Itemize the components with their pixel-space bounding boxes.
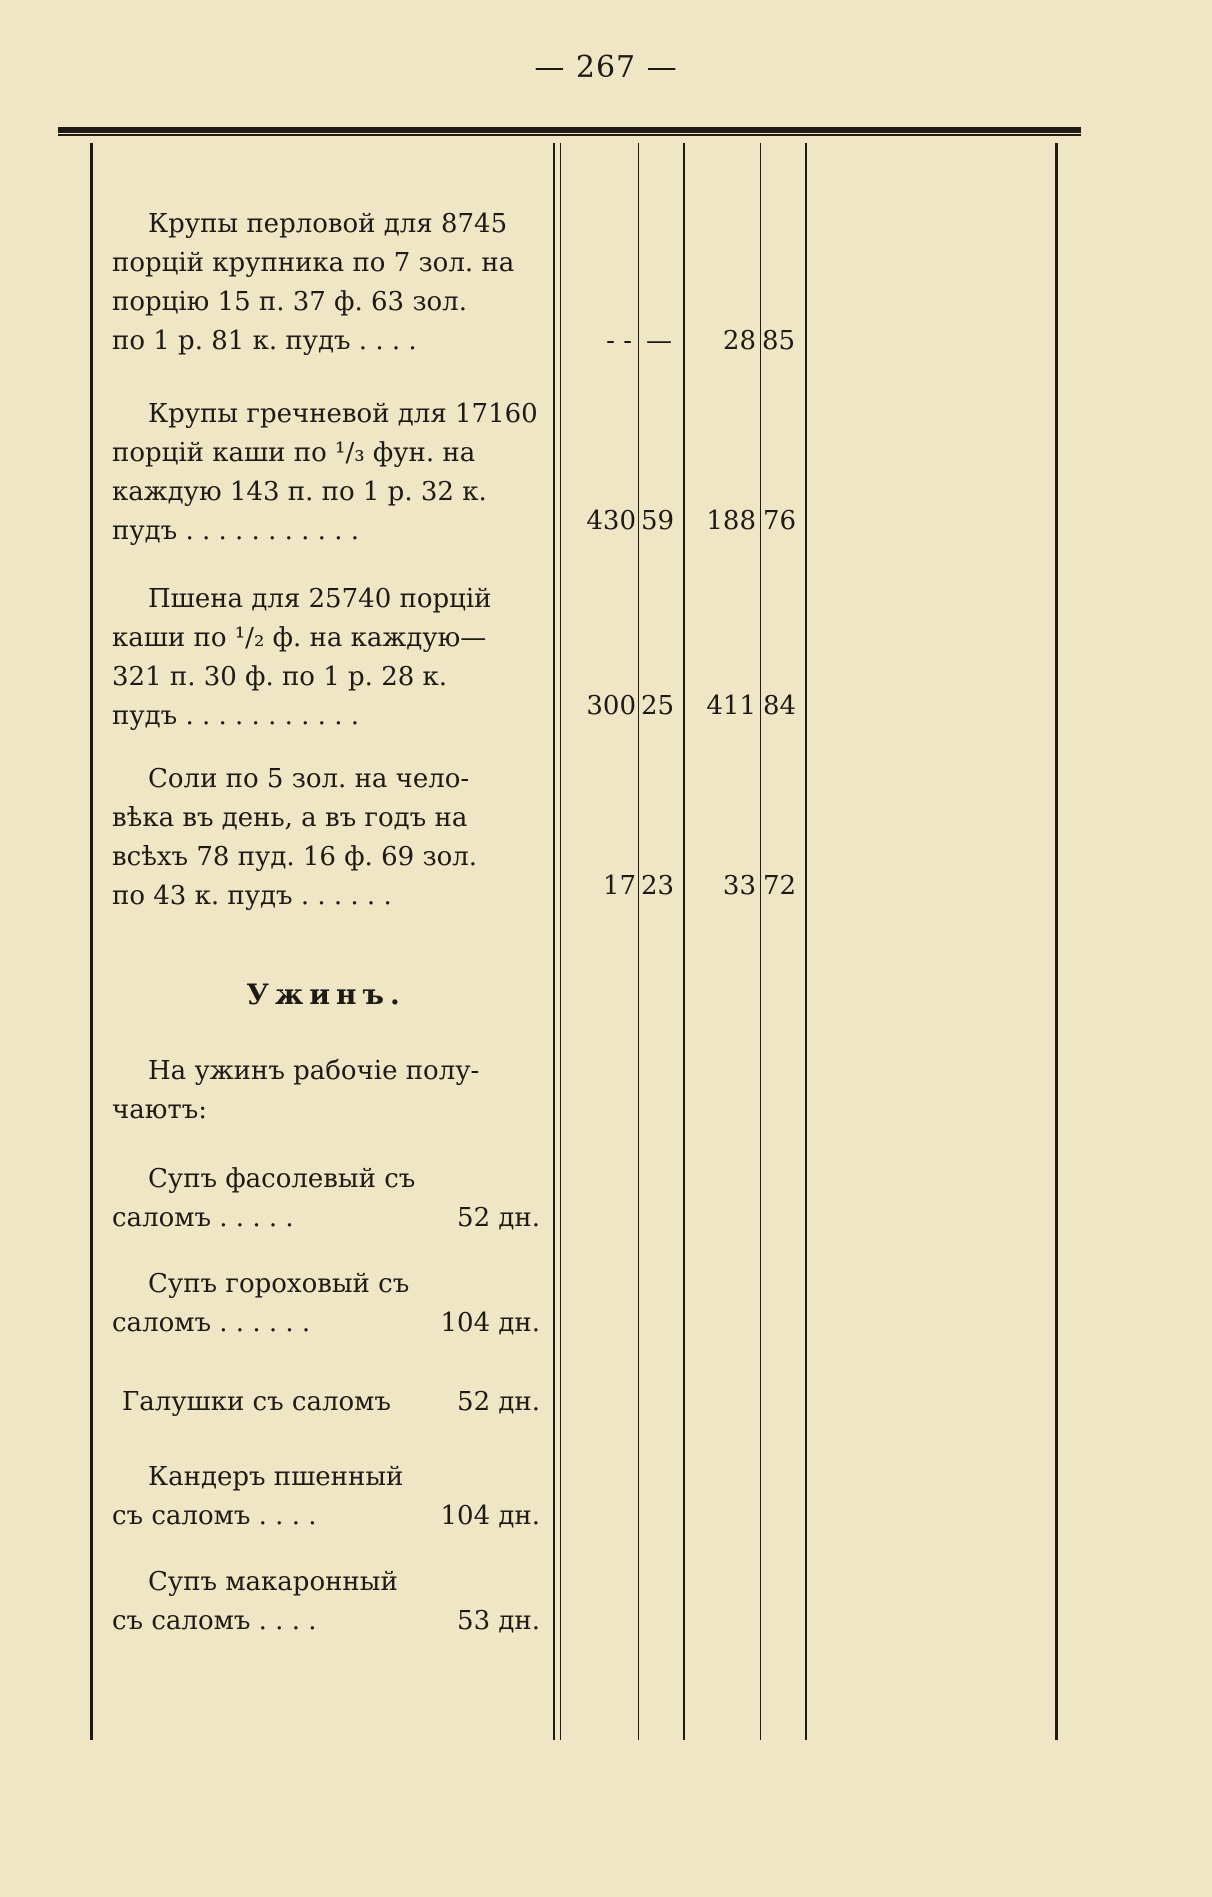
entry-barley-col2-kop: 85 (762, 326, 796, 356)
entry-line: порцію 15 п. 37 ф. 63 зол. (112, 287, 467, 317)
entry-line: На ужинъ рабочіе полу- (148, 1056, 480, 1086)
supper-item-millet-kander (112, 1458, 540, 1536)
entry-line: чаютъ: (112, 1095, 208, 1125)
entry-buckwheat (112, 395, 540, 551)
entry-millet-col1-rub: 300 (586, 691, 636, 721)
text-column-divider (553, 143, 555, 1740)
entry-salt (112, 760, 540, 916)
top-double-rule (58, 127, 1081, 136)
entry-line: по 43 к. пудъ . . . . . . (112, 881, 392, 911)
entry-line: съ саломъ . . . . 104 дн. (112, 1501, 540, 1531)
table-right-border (1055, 143, 1058, 1740)
supper-item-pea-soup (112, 1265, 540, 1343)
entry-millet (112, 580, 540, 736)
entry-line: Крупы гречневой для 17160 (148, 399, 538, 429)
entry-salt-col1-rub: 17 (602, 871, 636, 901)
supper-intro (112, 1052, 540, 1130)
table-left-border (90, 143, 93, 1740)
col2-kopeck-divider (760, 143, 761, 1740)
text-column-divider-inner (560, 143, 561, 1740)
entry-buckwheat-col1-kop: 59 (641, 506, 675, 536)
entry-line: Супъ макаронный (148, 1567, 398, 1597)
entry-line: Галушки съ саломъ 52 дн. (122, 1387, 540, 1417)
supper-item-macaroni-soup (112, 1563, 540, 1641)
entry-line: Крупы перловой для 8745 (148, 209, 508, 239)
col1-kopeck-divider (638, 143, 639, 1740)
entry-line: Супъ гороховый съ (148, 1269, 410, 1299)
section-heading-supper: Ужинъ. (246, 978, 406, 1011)
entry-line: Кандеръ пшенный (148, 1462, 404, 1492)
entry-barley-col1-rub: - - (606, 326, 632, 356)
entry-salt-col1-kop: 23 (641, 871, 675, 901)
entry-line: Соли по 5 зол. на чело- (148, 764, 470, 794)
entry-line: порцій крупника по 7 зол. на (112, 248, 515, 278)
entry-line: саломъ . . . . . . 104 дн. (112, 1308, 540, 1338)
entry-barley (112, 205, 540, 361)
entry-barley-col1-kop: — (646, 326, 672, 356)
entry-millet-col2-kop: 84 (763, 691, 797, 721)
entry-line: вѣка въ день, а въ годъ на (112, 803, 468, 833)
entry-barley-col2-rub: 28 (722, 326, 756, 356)
page-number: — 267 — (534, 50, 678, 85)
entry-line: 321 п. 30 ф. по 1 р. 28 к. (112, 662, 448, 692)
entry-millet-col2-rub: 411 (706, 691, 756, 721)
entry-line: саломъ . . . . . 52 дн. (112, 1203, 540, 1233)
supper-item-dumplings (112, 1383, 540, 1422)
entry-line: порцій каши по ¹/₃ фун. на (112, 438, 476, 468)
entry-buckwheat-col2-kop: 76 (763, 506, 797, 536)
entry-line: пудъ . . . . . . . . . . . (112, 701, 359, 731)
entry-line: каши по ¹/₂ ф. на каждую— (112, 623, 487, 653)
entry-line: Супъ фасолевый съ (148, 1164, 416, 1194)
entry-line: съ саломъ . . . . 53 дн. (112, 1606, 540, 1636)
entry-line: по 1 р. 81 к. пудъ . . . . (112, 326, 417, 356)
supper-item-bean-soup (112, 1160, 540, 1238)
entry-line: всѣхъ 78 пуд. 16 ф. 69 зол. (112, 842, 478, 872)
entry-buckwheat-col1-rub: 430 (586, 506, 636, 536)
entry-line: Пшена для 25740 порцій (148, 584, 492, 614)
entry-line: пудъ . . . . . . . . . . . (112, 516, 359, 546)
entry-salt-col2-rub: 33 (722, 871, 756, 901)
col1-col2-divider (683, 143, 685, 1740)
col2-right-divider (805, 143, 807, 1740)
entry-buckwheat-col2-rub: 188 (706, 506, 756, 536)
entry-line: каждую 143 п. по 1 р. 32 к. (112, 477, 487, 507)
entry-millet-col1-kop: 25 (641, 691, 675, 721)
entry-salt-col2-kop: 72 (763, 871, 797, 901)
